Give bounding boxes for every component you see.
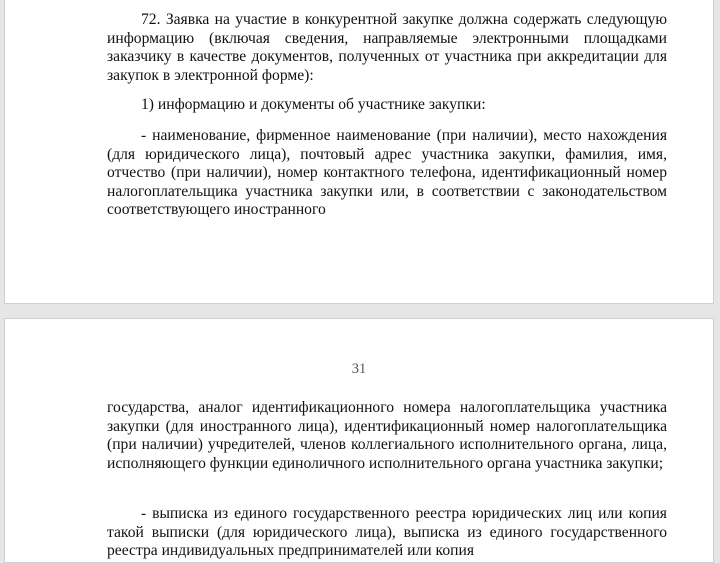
paragraph-item-1: 1) информацию и документы об участнике закупки: [141,96,486,113]
page-number: 31 [351,361,367,377]
paragraph-72: 72. Заявка на участие в конкурентной закупке должна содержать следующую информацию (включая сведения, направляемые электронными площадками заказчику в качестве документов, полученных от участника при аккредитации для закупок в электронной форме): [107,11,667,84]
document-page-1 [4,0,714,304]
paragraph-continuation: государства, аналог идентификационного номера налогоплательщика участника закупки (для иностранного лица), идентификационный номер налогоплательщика (при наличии) учредителей, членов коллегиального исполнительного органа, лица, исполняющего функции единоличного исполнительного органа участника закупки; [107,399,667,472]
document-page-2 [4,318,714,563]
paragraph-registry-extract: - выписка из единого государственного реестра юридических лиц или копия такой выписки (для юридического лица), выписка из единого государственного реестра индивидуальных предпринимателей или копия [107,505,667,559]
paragraph-participant-info: - наименование, фирменное наименование (при наличии), место нахождения (для юридического лица), почтовый адрес участника закупки, фамилия, имя, отчество (при наличии), номер контактного телефона, идентификационный номер налогоплательщика участника закупки или, в соответствии с законодательством соответствующего иностранного [107,127,667,217]
